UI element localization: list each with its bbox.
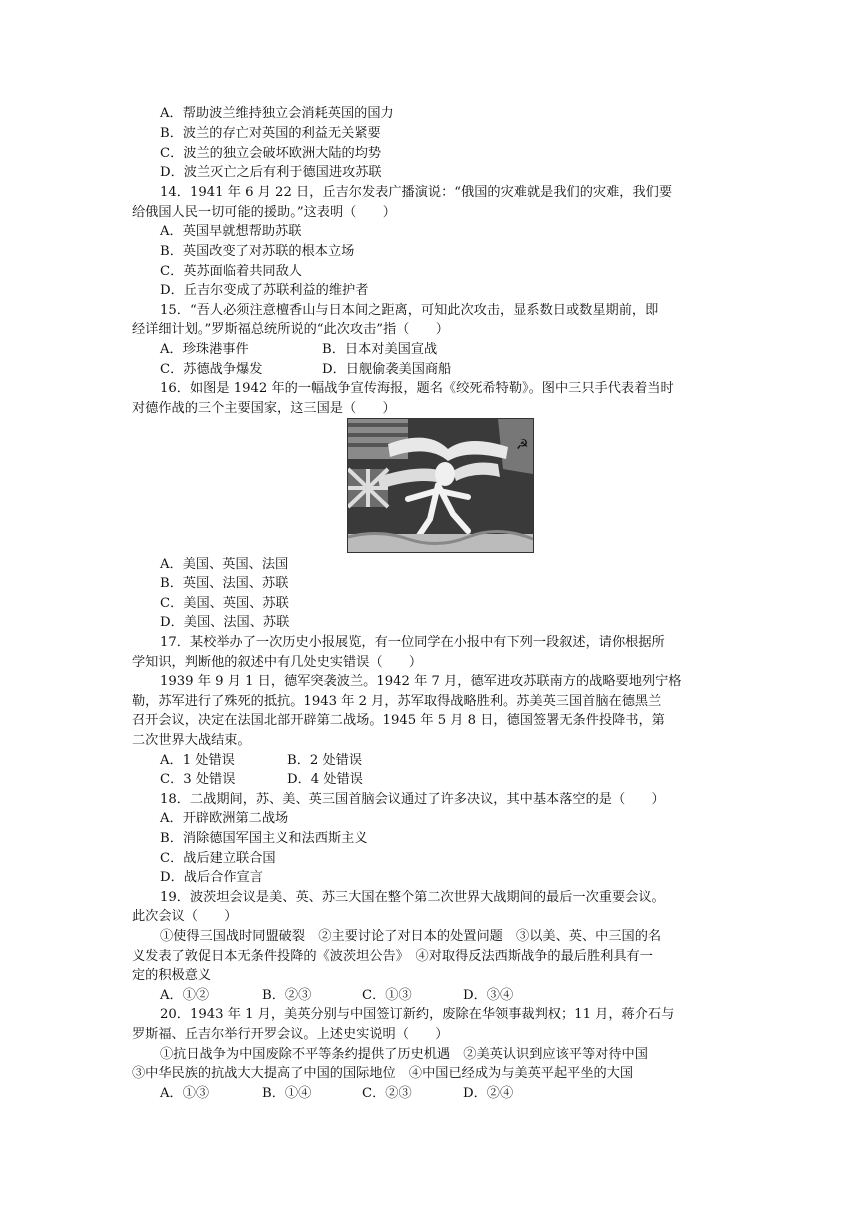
q20-option-a: A．①③ bbox=[160, 1086, 210, 1101]
q19-option-b: B．②③ bbox=[262, 988, 312, 1003]
q20-stem-line1: 20．1943 年 1 月，美英分别与中国签订新约，废除在华领事裁判权；11 月，蒋介石与 bbox=[160, 1007, 675, 1022]
q19-option-c: C．①③ bbox=[362, 988, 412, 1003]
q17-passage-line1: 1939 年 9 月 1 日，德军突袭波兰。1942 年 7 月，德军进攻苏联南方的战略要地列宁格 bbox=[160, 674, 682, 689]
q19-statements-line3: 定的积极意义 bbox=[132, 968, 212, 983]
q16-option-b: B．英国、法国、苏联 bbox=[160, 576, 289, 591]
q15-option-d: D．日舰偷袭美国商船 bbox=[322, 362, 452, 377]
q17-passage-line4: 二次世界大战结束。 bbox=[132, 733, 251, 748]
q16-option-c: C．美国、英国、苏联 bbox=[160, 596, 289, 611]
q17-stem-line2: 学知识，判断他的叙述中有几处史实错误（ ） bbox=[132, 655, 423, 670]
q16-option-a: A．美国、英国、法国 bbox=[160, 557, 289, 572]
q14-stem-line2: 给俄国人民一切可能的援助。”这表明（ ） bbox=[132, 205, 396, 220]
q16-stem-line1: 16．如图是 1942 年的一幅战争宣传海报，题名《绞死希特勒》。图中三只手代表着当时 bbox=[160, 381, 674, 396]
q20-option-b: B．①④ bbox=[262, 1086, 312, 1101]
q19-statements-line1: ①使得三国战时同盟破裂 ②主要讨论了对日本的处置问题 ③以美、英、中三国的名 bbox=[160, 929, 662, 944]
q18-option-d: D．战后合作宣言 bbox=[160, 870, 263, 885]
q17-passage-line3: 召开会议，决定在法国北部开辟第二战场。1945 年 5 月 8 日，德国签署无条件投降书，第 bbox=[132, 713, 665, 728]
q17-option-a: A．1 处错误 bbox=[160, 753, 235, 768]
q19-stem-line1: 19．波茨坦会议是美、英、苏三大国在整个第二次世界大战期间的最后一次重要会议。 bbox=[160, 890, 665, 905]
q14-option-c: C．英苏面临着共同敌人 bbox=[160, 264, 302, 279]
q14-option-d: D．丘吉尔变成了苏联利益的维护者 bbox=[160, 283, 369, 298]
q19-option-a: A．①② bbox=[160, 988, 210, 1003]
svg-text:☭: ☭ bbox=[516, 437, 529, 453]
q19-option-d: D．③④ bbox=[463, 988, 514, 1003]
q18-option-b: B．消除德国军国主义和法西斯主义 bbox=[160, 831, 368, 846]
q15-option-b: B．日本对美国宣战 bbox=[322, 342, 438, 357]
q20-stem-line2: 罗斯福、丘吉尔举行开罗会议。上述史实说明（ ） bbox=[132, 1027, 449, 1042]
q14-option-b: B．英国改变了对苏联的根本立场 bbox=[160, 244, 355, 259]
q17-option-d: D．4 处错误 bbox=[287, 772, 363, 787]
q20-option-d: D．②④ bbox=[463, 1086, 514, 1101]
q15-stem-line1: 15．“吾人必须注意檀香山与日本间之距离，可知此次攻击，显系数日或数星期前，即 bbox=[160, 303, 659, 318]
q16-stem-line2: 对德作战的三个主要国家，这三国是（ ） bbox=[132, 401, 396, 416]
q14-stem-line1: 14．1941 年 6 月 22 日，丘吉尔发表广播演说：“俄国的灾难就是我们的灾难，我们要 bbox=[160, 185, 673, 200]
q17-stem-line1: 17．某校举办了一次历史小报展览，有一位同学在小报中有下列一段叙述，请你根据所 bbox=[160, 635, 665, 650]
q20-statements-line2: ③中华民族的抗战大大提高了中国的国际地位 ④中国已经成为与美英平起平坐的大国 bbox=[132, 1066, 634, 1081]
poster-hang-hitler-image bbox=[347, 418, 534, 553]
q15-option-c: C．苏德战争爆发 bbox=[160, 362, 263, 377]
q20-statements-line1: ①抗日战争为中国废除不平等条约提供了历史机遇 ②美英认识到应该平等对待中国 bbox=[160, 1047, 648, 1062]
q18-option-c: C．战后建立联合国 bbox=[160, 851, 276, 866]
q17-option-c: C．3 处错误 bbox=[160, 772, 236, 787]
q17-option-b: B．2 处错误 bbox=[287, 753, 363, 768]
q15-option-a: A．珍珠港事件 bbox=[160, 342, 249, 357]
q14-option-a: A．英国早就想帮助苏联 bbox=[160, 224, 302, 239]
q13-option-b: B．波兰的存亡对英国的利益无关紧要 bbox=[160, 126, 381, 141]
q16-option-d: D．美国、法国、苏联 bbox=[160, 615, 290, 630]
q13-option-d: D．波兰灭亡之后有利于德国进攻苏联 bbox=[160, 165, 382, 180]
q20-option-c: C．②③ bbox=[362, 1086, 412, 1101]
q13-option-a: A．帮助波兰维持独立会消耗英国的国力 bbox=[160, 106, 394, 121]
q13-option-c: C．波兰的独立会破坏欧洲大陆的均势 bbox=[160, 146, 382, 161]
q18-option-a: A．开辟欧洲第二战场 bbox=[160, 811, 289, 826]
q19-stem-line2: 此次会议（ ） bbox=[132, 909, 238, 924]
q15-stem-line2: 经详细计划。”罗斯福总统所说的“此次攻击”指（ ） bbox=[132, 322, 449, 337]
q19-statements-line2: 义发表了敦促日本无条件投降的《波茨坦公告》 ④对取得反法西斯战争的最后胜利具有一 bbox=[132, 949, 653, 964]
q18-stem: 18．二战期间，苏、美、英三国首脑会议通过了许多决议，其中基本落空的是（ ） bbox=[160, 792, 665, 807]
q17-passage-line2: 勒，苏军进行了殊死的抵抗。1943 年 2 月，苏军取得战略胜利。苏美英三国首脑在德黑兰 bbox=[132, 694, 662, 709]
